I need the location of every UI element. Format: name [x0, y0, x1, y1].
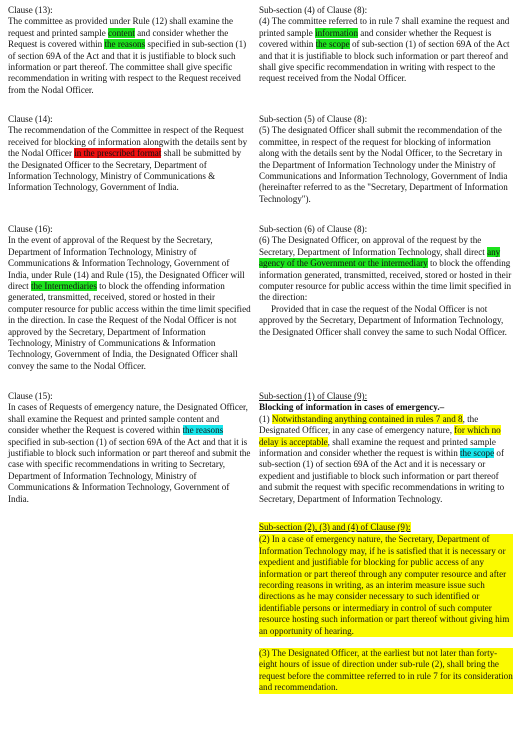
- subsection-9-234-header: Sub-section (2), (3) and (4) of Clause (9):: [259, 522, 411, 532]
- subsection-6-clause-8: [259, 224, 513, 338]
- subsection-4-header: Sub-section (4) of Clause (8):: [259, 5, 368, 15]
- subsection-6-text: (6) The Designated Officer, on approval of the request by the Secretary, Department of Information Technology, shall direct any agency of the Government or the intermediary to block the offending information generated, transmitted, received, stored or hosted in their computer resource for public access within the time limit specified in the direction:: [259, 235, 512, 303]
- clause-15-header: Clause (15):: [8, 391, 53, 401]
- subsection-4-clause-8: [259, 5, 513, 85]
- clause-15: [8, 391, 251, 505]
- subsection-4-text: (4) The committee referred to in rule 7 shall examine the request and printed sample information and consider whether the Request is covered within the scope of sub-section (1) of section 69A of the Act and that it is justifiable to block such information or part thereof and shall give specific recommendation in writing with respect to the request received from the Nodal Officer.: [259, 16, 510, 84]
- highlight-the-scope: the scope: [315, 39, 350, 50]
- subsection-6-header: Sub-section (6) of Clause (8):: [259, 224, 368, 234]
- highlight-content: content: [108, 27, 135, 38]
- highlight-the-scope-cyan: the scope: [460, 448, 495, 459]
- subsection-9-3-text: (3) The Designated Officer, at the earliest but not later than forty-eight hours of issue of direction under sub-rule (2), shall bring the request before the committee referred to in rule 7 for its consideration and recommendation.: [259, 648, 513, 693]
- subsection-9-1-header: Sub-section (1) of Clause (9):: [259, 391, 368, 401]
- highlight-information: information: [315, 27, 359, 38]
- clause-14: [8, 114, 251, 194]
- subsection-9-1-title: Blocking of information in cases of emergency.–: [259, 402, 445, 413]
- highlight-the-reasons-cyan: the reasons: [182, 425, 224, 436]
- highlight-agency-or-intermediary: any agency of the Government or the intermediary: [259, 246, 501, 269]
- highlight-prescribed-format: in the prescribed format: [74, 148, 162, 159]
- clause-14-text: The recommendation of the Committee in respect of the Request received for blocking of information alongwith the details sent by the Nodal Officer in the prescribed format shall be submitted by the Designated Officer to the Secretary, Department of Information Technology, Ministry of Communications & Information Technology, Government of India.: [8, 125, 248, 193]
- subsection-9-1-text: (1) Notwithstanding anything contained in rules 7 and 8, the Designated Officer, in any case of emergency nature, for which no delay is acceptable, shall examine the request and printed sample information and consider whether the request is within the scope of sub-section (1) of section 69A of the Act and it is necessary or expedient and justifiable to block such information or part thereof and submit the request with specific recommendations in writing to Secretary, Department of Information Technology.: [259, 413, 505, 504]
- clause-16-header: Clause (16):: [8, 224, 53, 234]
- clause-13-text: The committee as provided under Rule (12) shall examine the request and printed sample content and consider whether the Request is covered within the reasons specified in sub-section (1) of section 69A of the Act and that it is justifiable to block such information or part thereof. The committee shall give specific recommendation in writing with respect to the Request received from the Nodal Officer.: [8, 16, 247, 95]
- highlight-no-delay: for which no delay is acceptable: [259, 425, 501, 447]
- clause-14-header: Clause (14):: [8, 114, 53, 124]
- subsection-6-proviso: Provided that in case the request of the Nodal Officer is not approved by the Secretary, Department of Information Technology, the Designated Officer shall convey the same to such Nodal Officer.: [259, 303, 507, 337]
- subsection-9-2-text: (2) In a case of emergency nature, the Secretary, Department of Information Technology may, if he is satisfied that it is necessary or expedient and justifiable for blocking for public access of any information or part thereof through any computer resource and after recording reasons in writing, as an interim measure issue such directions as he may consider necessary to such identified or identifiable persons or intermediary in control of such computer resource hosting such information or part thereof without giving him an opportunity of hearing.: [259, 534, 513, 637]
- highlight-intermediaries: the Intermediaries: [30, 281, 97, 292]
- clause-16: [8, 224, 251, 372]
- subsection-5-clause-8: [259, 114, 513, 205]
- clause-13: [8, 5, 251, 96]
- subsection-5-text: (5) The designated Officer shall submit the recommendation of the committee, in respect of the request for blocking of information along with the details sent by the Nodal Officer, to the Secretary in the Department of Information Technology under the Ministry of Communications and Information Technology, Government of India (hereinafter referred to as the "Secretary, Department of Information Technology").: [259, 125, 508, 204]
- paragraph-spacer: [259, 637, 513, 648]
- clause-13-header: Clause (13):: [8, 5, 53, 15]
- subsections-2-3-4-clause-9: [259, 522, 513, 694]
- subsection-5-header: Sub-section (5) of Clause (8):: [259, 114, 368, 124]
- highlight-the-reasons: the reasons: [104, 39, 146, 50]
- highlight-notwithstanding: Notwithstanding anything contained in rules 7 and 8: [271, 413, 463, 424]
- clause-15-text: In cases of Requests of emergency nature, the Designated Officer, shall examine the Request and printed sample content and consider whether the Request is covered within the reasons specified in sub-section (1) of section 69A of the Act and that it is justifiable to block such information or part thereof and submit the case with specific recommendations in writing to Secretary, Department of Information Technology, Ministry of Communications & Information Technology, Government of India.: [8, 402, 251, 504]
- clause-16-text: In the event of approval of the Request by the Secretary, Department of Information Technology, Ministry of Communications & Information Technology, Government of India, under Rule (14) and Rule (15), the Designated Officer will direct the Intermediaries to block the offending information generated, transmitted, received, stored or hosted in their computer resource for public access within the time limit specified in the direction. In case the Request of the Nodal Officer is not approved by the Secretary, Department of Information Technology, Ministry of Communications & Information Technology, Government of India, the Designated Officer shall convey the same to the Nodal Officer.: [8, 235, 251, 371]
- subsection-1-clause-9: [259, 391, 513, 505]
